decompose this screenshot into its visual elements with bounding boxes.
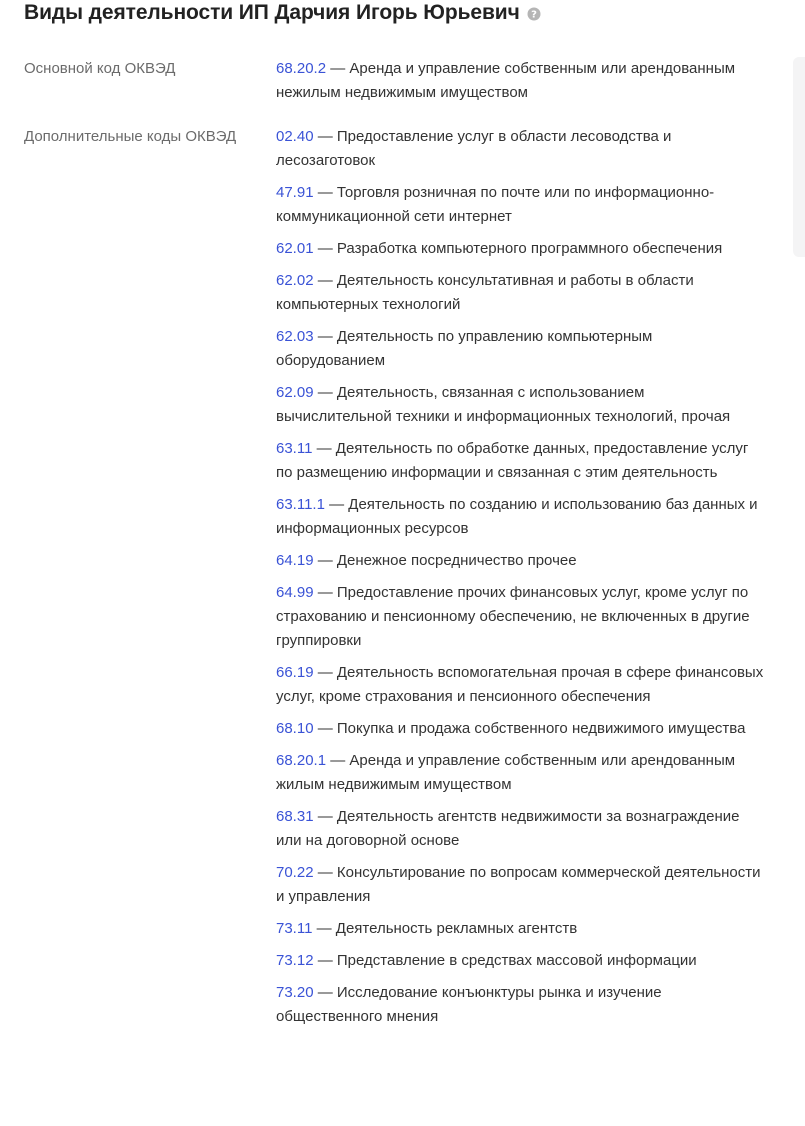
okved-code-link[interactable]: 68.31 (276, 808, 314, 825)
okved-entry (276, 917, 764, 941)
svg-text:?: ? (530, 9, 537, 21)
okved-description: Деятельность по управлению компьютерным оборудованием (276, 328, 653, 369)
main-okved-label: Основной код ОКВЭД (24, 60, 176, 77)
okved-entry (276, 805, 764, 853)
separator: — (317, 720, 333, 737)
okved-description: Покупка и продажа собственного недвижимого имущества (336, 720, 746, 737)
okved-code-link[interactable]: 47.91 (276, 184, 314, 201)
okved-description: Деятельность по созданию и использованию баз данных и информационных ресурсов (276, 496, 758, 537)
separator: — (330, 752, 346, 769)
separator: — (316, 920, 332, 937)
okved-entry (276, 861, 764, 909)
separator: — (317, 952, 333, 969)
okved-code-link[interactable]: 62.01 (276, 240, 314, 257)
extra-okved-entries (276, 125, 764, 1037)
okved-description: Исследование конъюнктуры рынка и изучение общественного мнения (276, 984, 662, 1025)
okved-entry (276, 981, 764, 1029)
okved-description: Денежное посредничество прочее (336, 552, 577, 569)
separator: — (316, 440, 332, 457)
separator: — (317, 184, 333, 201)
okved-description: Консультирование по вопросам коммерческой деятельности и управления (276, 864, 761, 905)
okved-entry (276, 269, 764, 317)
okved-entry (276, 325, 764, 373)
separator: — (317, 328, 333, 345)
page-title: Виды деятельности ИП Дарчия Игорь Юрьевич (24, 1, 520, 24)
okved-description: Предоставление прочих финансовых услуг, кроме услуг по страхованию и пенсионному обеспечению, не включенных в другие группировки (276, 584, 750, 649)
separator: — (317, 384, 333, 401)
separator: — (317, 864, 333, 881)
okved-code-link[interactable]: 66.19 (276, 664, 314, 681)
okved-section (24, 0, 764, 1025)
separator: — (317, 552, 333, 569)
okved-description: Предоставление услуг в области лесоводства и лесозаготовок (276, 128, 672, 169)
separator: — (317, 584, 333, 601)
okved-code-link[interactable]: 02.40 (276, 128, 314, 145)
okved-description: Представление в средствах массовой информации (336, 952, 697, 969)
okved-code-link[interactable]: 64.99 (276, 584, 314, 601)
okved-code-link[interactable]: 73.20 (276, 984, 314, 1001)
extra-okved-row (24, 125, 764, 1037)
okved-entry (276, 661, 764, 709)
okved-description: Деятельность агентств недвижимости за вознаграждение или на договорной основе (276, 808, 740, 849)
okved-description: Деятельность рекламных агентств (335, 920, 578, 937)
okved-entry (276, 437, 764, 485)
okved-entry (276, 493, 764, 541)
separator: — (317, 808, 333, 825)
okved-entry (276, 57, 764, 105)
scrollbar[interactable] (793, 57, 805, 257)
separator: — (317, 272, 333, 289)
separator: — (317, 664, 333, 681)
okved-code-link[interactable]: 63.11 (276, 440, 313, 457)
okved-code-link[interactable]: 62.09 (276, 384, 314, 401)
okved-entry (276, 237, 764, 261)
okved-description: Деятельность, связанная с использованием вычислительной техники и информационных технологий, прочая (276, 384, 731, 425)
okved-code-link[interactable]: 62.02 (276, 272, 314, 289)
okved-code-link[interactable]: 70.22 (276, 864, 314, 881)
title-row (24, 0, 764, 26)
okved-description: Деятельность консультативная и работы в области компьютерных технологий (276, 272, 694, 313)
okved-description: Аренда и управление собственным или арендованным жилым недвижимым имуществом (276, 752, 736, 793)
okved-code-link[interactable]: 62.03 (276, 328, 314, 345)
separator: — (317, 128, 333, 145)
okved-entry (276, 381, 764, 429)
okved-description: Деятельность по обработке данных, предоставление услуг по размещению информации и связанная с этим деятельность (276, 440, 749, 481)
okved-code-link[interactable]: 73.12 (276, 952, 314, 969)
okved-code-link[interactable]: 68.20.1 (276, 752, 327, 769)
okved-code-link[interactable]: 64.19 (276, 552, 314, 569)
okved-entry (276, 125, 764, 173)
okved-entry (276, 749, 764, 797)
question-circle-icon[interactable] (527, 7, 541, 21)
okved-entry (276, 181, 764, 229)
okved-code-link[interactable]: 68.20.2 (276, 60, 327, 77)
okved-code-link[interactable]: 68.10 (276, 720, 314, 737)
okved-description: Разработка компьютерного программного обеспечения (336, 240, 723, 257)
separator: — (317, 240, 333, 257)
okved-entry (276, 549, 764, 573)
separator: — (329, 496, 345, 513)
okved-description: Аренда и управление собственным или арендованным нежилым недвижимым имуществом (276, 60, 736, 101)
okved-entry (276, 581, 764, 653)
okved-entry (276, 717, 764, 741)
okved-description: Торговля розничная по почте или по информационно-коммуникационной сети интернет (276, 184, 715, 225)
main-okved-row (24, 57, 764, 113)
okved-code-link[interactable]: 73.11 (276, 920, 313, 937)
separator: — (330, 60, 346, 77)
okved-entry (276, 949, 764, 973)
okved-description: Деятельность вспомогательная прочая в сфере финансовых услуг, кроме страхования и пенсионного обеспечения (276, 664, 764, 705)
separator: — (317, 984, 333, 1001)
extra-okved-label: Дополнительные коды ОКВЭД (24, 128, 237, 145)
main-okved-entries (276, 57, 764, 113)
okved-code-link[interactable]: 63.11.1 (276, 496, 325, 513)
